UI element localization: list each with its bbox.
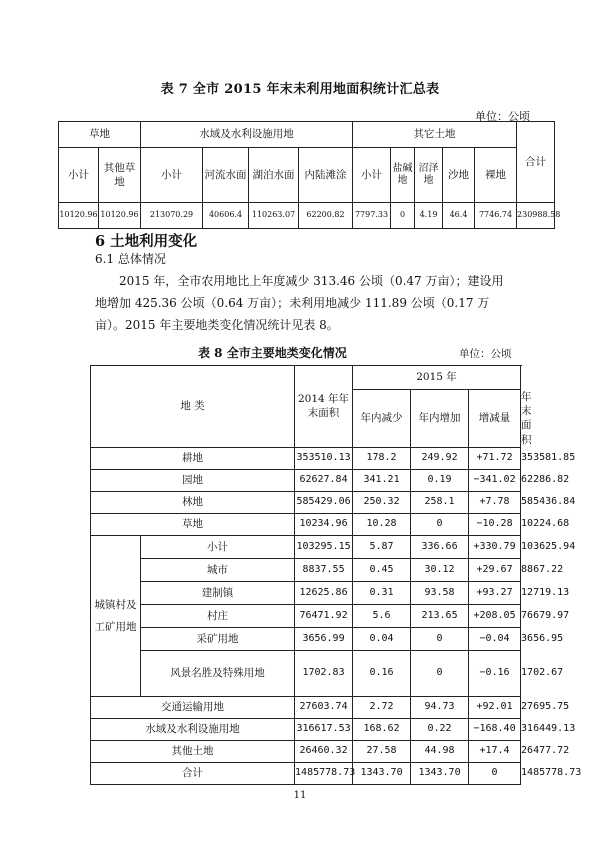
table7-header-cell: 小计 bbox=[353, 148, 391, 203]
table-cell: 2.72 bbox=[353, 696, 411, 718]
table7-unit: 单位：公顷 bbox=[475, 110, 530, 123]
row-label: 风景名胜及特殊用地 bbox=[141, 650, 295, 696]
table-cell: 5.87 bbox=[353, 535, 411, 558]
table-cell: 5.6 bbox=[353, 604, 411, 627]
table-cell: 8837.55 bbox=[295, 558, 353, 581]
table-row: 交通运输用地 27603.74 2.72 94.73 +92.01 27695.75 bbox=[91, 696, 521, 718]
table-row: 城市 8837.55 0.45 30.12 +29.67 8867.22 bbox=[91, 558, 521, 581]
table8-unit: 单位：公顷 bbox=[459, 348, 512, 360]
table8-header-base-year: 2014 年年末面积 bbox=[295, 366, 353, 448]
table-cell: −341.02 bbox=[469, 469, 521, 491]
subsection-heading: 6.1 总体情况 bbox=[95, 252, 166, 266]
table8-header-change: 增减量 bbox=[469, 390, 521, 448]
table-cell: +330.79 bbox=[469, 535, 521, 558]
row-label: 村庄 bbox=[141, 604, 295, 627]
table7 bbox=[58, 121, 561, 229]
table-cell: 336.66 bbox=[411, 535, 469, 558]
table7-value-cell: 0 bbox=[391, 203, 415, 229]
table-cell: 0.16 bbox=[353, 650, 411, 696]
table-row: 草地 10234.96 10.28 0 −10.28 10224.68 bbox=[91, 513, 521, 535]
row-label: 采矿用地 bbox=[141, 627, 295, 650]
table7-header-cell: 沼泽地 bbox=[415, 148, 443, 203]
table-cell: −0.04 bbox=[469, 627, 521, 650]
table8-header-land-type: 地 类 bbox=[91, 366, 295, 448]
table7-value-cell: 110263.07 bbox=[249, 203, 299, 229]
table-cell: 93.58 bbox=[411, 581, 469, 604]
row-label: 水域及水利设施用地 bbox=[91, 718, 295, 740]
table7-value-cell: 7746.74 bbox=[475, 203, 517, 229]
table7-total-header: 合计 bbox=[517, 122, 555, 203]
table-cell: 178.2 bbox=[353, 447, 411, 469]
table7-value-cell: 40606.4 bbox=[203, 203, 249, 229]
table7-value-cell: 230988.58 bbox=[517, 203, 555, 229]
section-heading: 6 土地利用变化 bbox=[95, 233, 198, 250]
table-cell: 250.32 bbox=[353, 491, 411, 513]
table-cell: 1485778.73 bbox=[295, 762, 353, 784]
row-label: 草地 bbox=[91, 513, 295, 535]
table7-group-water: 水域及水利设施用地 bbox=[141, 122, 353, 148]
table-cell: 0 bbox=[411, 627, 469, 650]
table7-header-cell: 其他草地 bbox=[99, 148, 141, 203]
row-label: 合计 bbox=[91, 762, 295, 784]
table-cell: 0 bbox=[411, 650, 469, 696]
table-row: 林地 585429.06 250.32 258.1 +7.78 585436.84 bbox=[91, 491, 521, 513]
row-label: 其他土地 bbox=[91, 740, 295, 762]
row-label: 园地 bbox=[91, 469, 295, 491]
table-row: 其他土地 26460.32 27.58 44.98 +17.4 26477.72 bbox=[91, 740, 521, 762]
table7-header-cell: 小计 bbox=[59, 148, 99, 203]
table-row: 建制镇 12625.86 0.31 93.58 +93.27 12719.13 bbox=[91, 581, 521, 604]
table-cell: +92.01 bbox=[469, 696, 521, 718]
table-row: 园地 62627.84 341.21 0.19 −341.02 62286.82 bbox=[91, 469, 521, 491]
table7-value-cell: 10120.96 bbox=[99, 203, 141, 229]
table-cell: 168.62 bbox=[353, 718, 411, 740]
table-cell: 0.04 bbox=[353, 627, 411, 650]
table-cell: 1702.83 bbox=[295, 650, 353, 696]
table7-group-grassland: 草地 bbox=[59, 122, 141, 148]
table-row: 水域及水利设施用地 316617.53 168.62 0.22 −168.40 316449.13 bbox=[91, 718, 521, 740]
table-cell: 27603.74 bbox=[295, 696, 353, 718]
table-cell: 0.22 bbox=[411, 718, 469, 740]
table-row: 村庄 76471.92 5.6 213.65 +208.05 76679.97 bbox=[91, 604, 521, 627]
table-cell: 316617.53 bbox=[295, 718, 353, 740]
table-cell: 353510.13 bbox=[295, 447, 353, 469]
table-cell: 62627.84 bbox=[295, 469, 353, 491]
table8-title: 表 8 全市主要地类变化情况 bbox=[198, 346, 347, 360]
table-cell: −10.28 bbox=[469, 513, 521, 535]
table-cell: 10.28 bbox=[353, 513, 411, 535]
row-label: 交通运输用地 bbox=[91, 696, 295, 718]
table-cell: 94.73 bbox=[411, 696, 469, 718]
table-cell: +93.27 bbox=[469, 581, 521, 604]
table-row: 耕地 353510.13 178.2 249.92 +71.72 353581.85 bbox=[91, 447, 521, 469]
table-cell: +7.78 bbox=[469, 491, 521, 513]
table-cell: +208.05 bbox=[469, 604, 521, 627]
table7-header-cell: 内陆滩涂 bbox=[299, 148, 353, 203]
row-label: 林地 bbox=[91, 491, 295, 513]
table7-title: 表 7 全市 2015 年末未利用地面积统计汇总表 bbox=[160, 82, 440, 97]
table-cell: 341.21 bbox=[353, 469, 411, 491]
table7-header-cell: 沙地 bbox=[443, 148, 475, 203]
table-cell: 0.19 bbox=[411, 469, 469, 491]
table8-header-year: 2015 年 bbox=[353, 366, 521, 390]
table-cell: 1343.70 bbox=[353, 762, 411, 784]
table7-value-cell: 213070.29 bbox=[141, 203, 203, 229]
table7-value-cell: 62200.82 bbox=[299, 203, 353, 229]
table7-value-cell: 7797.33 bbox=[353, 203, 391, 229]
table-cell: 44.98 bbox=[411, 740, 469, 762]
table-cell: −0.16 bbox=[469, 650, 521, 696]
table-cell: 30.12 bbox=[411, 558, 469, 581]
table-cell: −168.40 bbox=[469, 718, 521, 740]
row-label: 建制镇 bbox=[141, 581, 295, 604]
table-cell: 27.58 bbox=[353, 740, 411, 762]
table7-group-other: 其它土地 bbox=[353, 122, 517, 148]
table-cell: +71.72 bbox=[469, 447, 521, 469]
table7-header-cell: 盐碱地 bbox=[391, 148, 415, 203]
table7-value-cell: 46.4 bbox=[443, 203, 475, 229]
table8: 地 类 2014 年年末面积 2015 年 年内减少 年内增加 增减量 年末面积 耕地 353510.13 178.2 249.92 +71.72 353581.85 园地 62627.84 341.21 0.19 −341.02 62286.82 林地 585429.06 250.32 258.1 +7.78 585436.84 草地 10234.96 10.28 0 −10.28 10224.68 城镇村及工矿用地 小计 103295.15 5.87 336.66 +330.79 103625.94 城市 8837.55 0.45 30.12 +29.67 8867.22 建制镇 12625.86 0.31 93.58 +93.27 12719.13 村庄 76471.92 5.6 213.65 +208.05 76679.97 采矿用地 3656.99 0.04 0 −0.04 3656.95 风景名胜及特殊用地 1702.83 0.16 0 −0.16 1702.67 交通运输用地 27603.74 2.72 94.73 +92.01 27695.75 水域及水利设施用地 316617.53 168.62 0.22 −168.40 316449.13 其他土地 26460.32 27.58 44.98 +17.4 26477.72 合计 1485778.73 1343.70 1343.70 0 1485778.73 bbox=[90, 365, 521, 785]
table7-header-cell: 小计 bbox=[141, 148, 203, 203]
table-cell: 249.92 bbox=[411, 447, 469, 469]
table-cell: 258.1 bbox=[411, 491, 469, 513]
table-cell: +29.67 bbox=[469, 558, 521, 581]
table-cell: 3656.99 bbox=[295, 627, 353, 650]
row-label: 小计 bbox=[141, 535, 295, 558]
table-cell: 26460.32 bbox=[295, 740, 353, 762]
table-row: 城镇村及工矿用地 小计 103295.15 5.87 336.66 +330.79 103625.94 bbox=[91, 535, 521, 558]
table-cell: 0.45 bbox=[353, 558, 411, 581]
table-row: 合计 1485778.73 1343.70 1343.70 0 1485778.73 bbox=[91, 762, 521, 784]
table-row: 采矿用地 3656.99 0.04 0 −0.04 3656.95 bbox=[91, 627, 521, 650]
table-cell: 0.31 bbox=[353, 581, 411, 604]
table7-value-cell: 10120.96 bbox=[59, 203, 99, 229]
table-cell: 103295.15 bbox=[295, 535, 353, 558]
group-label: 城镇村及工矿用地 bbox=[91, 535, 141, 696]
body-paragraph: 2015 年，全市农用地比上年度减少 313.46 公顷（0.47 万亩）；建设用地增加 425.36 公顷（0.64 万亩）；未利用地减少 111.89 公顷（0.17 万亩）。2015 年主要地类变化情况统计见表 8。 bbox=[95, 274, 504, 332]
table-cell: +17.4 bbox=[469, 740, 521, 762]
table-cell: 0 bbox=[469, 762, 521, 784]
table7-value-cell: 4.19 bbox=[415, 203, 443, 229]
table-cell: 1343.70 bbox=[411, 762, 469, 784]
page-number: 11 bbox=[293, 790, 307, 801]
table-cell: 10234.96 bbox=[295, 513, 353, 535]
table-row: 风景名胜及特殊用地 1702.83 0.16 0 −0.16 1702.67 bbox=[91, 650, 521, 696]
table8-header-decrease: 年内减少 bbox=[353, 390, 411, 448]
row-label: 耕地 bbox=[91, 447, 295, 469]
table7-header-cell: 湖泊水面 bbox=[249, 148, 299, 203]
table-cell: 76471.92 bbox=[295, 604, 353, 627]
row-label: 城市 bbox=[141, 558, 295, 581]
table8-header-increase: 年内增加 bbox=[411, 390, 469, 448]
table-cell: 12625.86 bbox=[295, 581, 353, 604]
table-cell: 213.65 bbox=[411, 604, 469, 627]
table-cell: 0 bbox=[411, 513, 469, 535]
table7-header-cell: 河流水面 bbox=[203, 148, 249, 203]
table7-header-cell: 裸地 bbox=[475, 148, 517, 203]
table-cell: 585429.06 bbox=[295, 491, 353, 513]
